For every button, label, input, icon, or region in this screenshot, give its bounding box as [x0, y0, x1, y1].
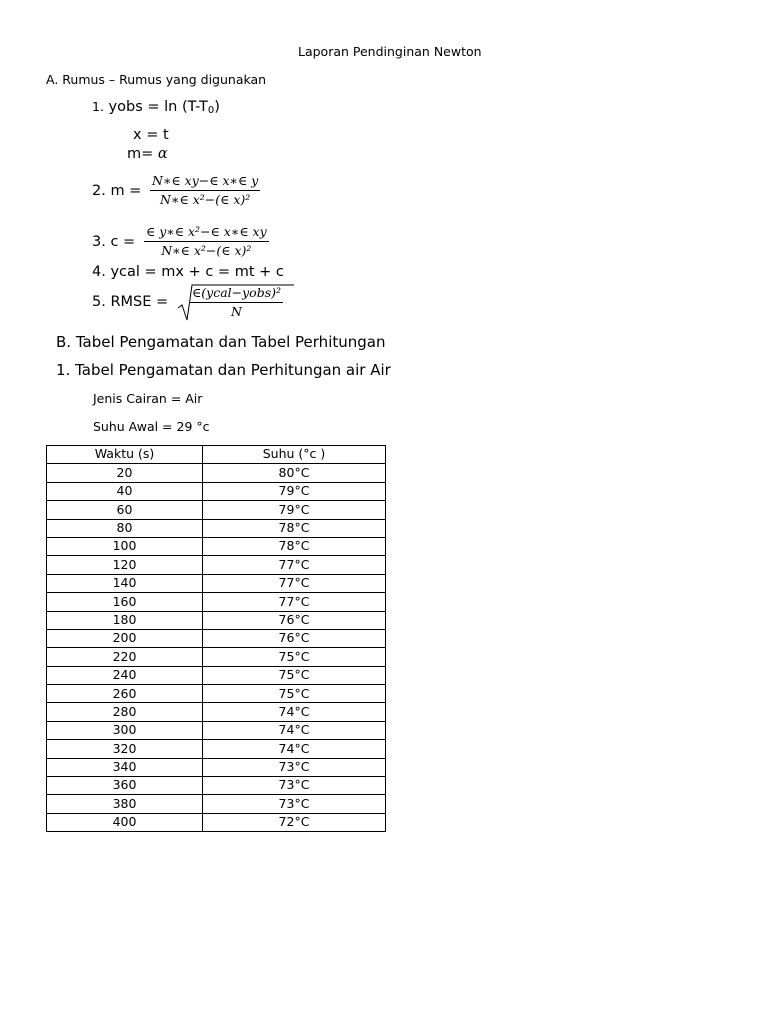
section-b-heading: B. Tabel Pengamatan dan Tabel Perhitungan: [56, 333, 386, 351]
waktu-cell: 360: [47, 777, 203, 795]
waktu-cell: 20: [47, 464, 203, 482]
equation-3-numerator: ∈ y∗∈ x²−∈ x∗∈ xy: [146, 224, 267, 239]
equation-3-label: 3. c =: [92, 234, 136, 250]
section-a-heading: A. Rumus – Rumus yang digunakan: [46, 72, 267, 87]
table-row: [47, 777, 386, 795]
suhu-awal-text: Suhu Awal = 29 °c: [93, 419, 210, 434]
equation-3-fraction: [144, 226, 269, 257]
equation-1-close: ): [214, 99, 220, 115]
waktu-cell: 140: [47, 574, 203, 592]
m-definition: [127, 146, 168, 162]
alpha-symbol: α: [157, 146, 168, 162]
table-row: [47, 464, 386, 482]
equation-1: [92, 99, 220, 116]
table-row: [47, 537, 386, 555]
equation-2-label: 2. m =: [92, 183, 142, 199]
waktu-cell: 340: [47, 758, 203, 776]
suhu-cell: 79°C: [203, 501, 386, 519]
table-row: [47, 666, 386, 684]
equation-5-numerator: ∈(ycal−yobs)²: [192, 285, 282, 300]
suhu-cell: 74°C: [203, 703, 386, 721]
table-row: [47, 740, 386, 758]
table-row: [47, 703, 386, 721]
suhu-cell: 76°C: [203, 629, 386, 647]
equation-1-number: 1.: [92, 99, 104, 114]
equation-4: 4. ycal = mx + c = mt + c: [92, 264, 284, 280]
suhu-cell: 76°C: [203, 611, 386, 629]
column-header-waktu: Waktu (s): [47, 446, 203, 464]
equation-5-denominator: N: [231, 303, 242, 319]
waktu-cell: 60: [47, 501, 203, 519]
table-row: [47, 574, 386, 592]
waktu-cell: 280: [47, 703, 203, 721]
table-row: [47, 593, 386, 611]
table-row: [47, 685, 386, 703]
waktu-cell: 300: [47, 721, 203, 739]
equation-2-denominator: N∗∈ x²−(∈ x)²: [160, 191, 251, 207]
equation-1-text: yobs = ln (T-T: [108, 99, 208, 115]
table-row: [47, 813, 386, 831]
equation-5-label: 5. RMSE =: [92, 294, 169, 310]
suhu-cell: 73°C: [203, 795, 386, 813]
table-row: [47, 629, 386, 647]
equation-5-fraction: [190, 287, 283, 318]
m-definition-label: m=: [127, 146, 154, 162]
waktu-cell: 120: [47, 556, 203, 574]
suhu-cell: 74°C: [203, 740, 386, 758]
waktu-cell: 40: [47, 482, 203, 500]
table-header-row: [47, 446, 386, 464]
equation-1-subscript: 0: [207, 105, 215, 116]
table-row: [47, 519, 386, 537]
table-row: [47, 721, 386, 739]
suhu-cell: 73°C: [203, 777, 386, 795]
suhu-cell: 78°C: [203, 519, 386, 537]
waktu-cell: 260: [47, 685, 203, 703]
equation-2-numerator: N∗∈ xy−∈ x∗∈ y: [152, 173, 259, 188]
x-definition: x = t: [133, 127, 169, 143]
equation-2-fraction: [150, 175, 260, 206]
table-row: [47, 556, 386, 574]
table-body: [47, 464, 386, 832]
suhu-cell: 77°C: [203, 556, 386, 574]
suhu-cell: 79°C: [203, 482, 386, 500]
waktu-cell: 100: [47, 537, 203, 555]
suhu-cell: 75°C: [203, 666, 386, 684]
page-title: Laporan Pendinginan Newton: [298, 44, 482, 59]
suhu-cell: 75°C: [203, 685, 386, 703]
equation-3-denominator: N∗∈ x²−(∈ x)²: [161, 242, 252, 258]
suhu-cell: 80°C: [203, 464, 386, 482]
column-header-suhu: Suhu (°c ): [203, 446, 386, 464]
suhu-cell: 73°C: [203, 758, 386, 776]
waktu-cell: 200: [47, 629, 203, 647]
suhu-cell: 75°C: [203, 648, 386, 666]
waktu-cell: 220: [47, 648, 203, 666]
waktu-cell: 180: [47, 611, 203, 629]
table-row: [47, 758, 386, 776]
suhu-cell: 78°C: [203, 537, 386, 555]
table-row: [47, 795, 386, 813]
table-row: [47, 648, 386, 666]
table-row: [47, 611, 386, 629]
waktu-cell: 80: [47, 519, 203, 537]
suhu-cell: 72°C: [203, 813, 386, 831]
table-row: [47, 501, 386, 519]
waktu-cell: 380: [47, 795, 203, 813]
waktu-cell: 320: [47, 740, 203, 758]
jenis-cairan-text: Jenis Cairan = Air: [93, 391, 203, 406]
observation-table: [46, 445, 386, 832]
suhu-cell: 77°C: [203, 574, 386, 592]
waktu-cell: 240: [47, 666, 203, 684]
waktu-cell: 160: [47, 593, 203, 611]
suhu-cell: 77°C: [203, 593, 386, 611]
suhu-cell: 74°C: [203, 721, 386, 739]
table-row: [47, 482, 386, 500]
waktu-cell: 400: [47, 813, 203, 831]
section-b-subheading: 1. Tabel Pengamatan dan Perhitungan air Air: [56, 361, 391, 379]
